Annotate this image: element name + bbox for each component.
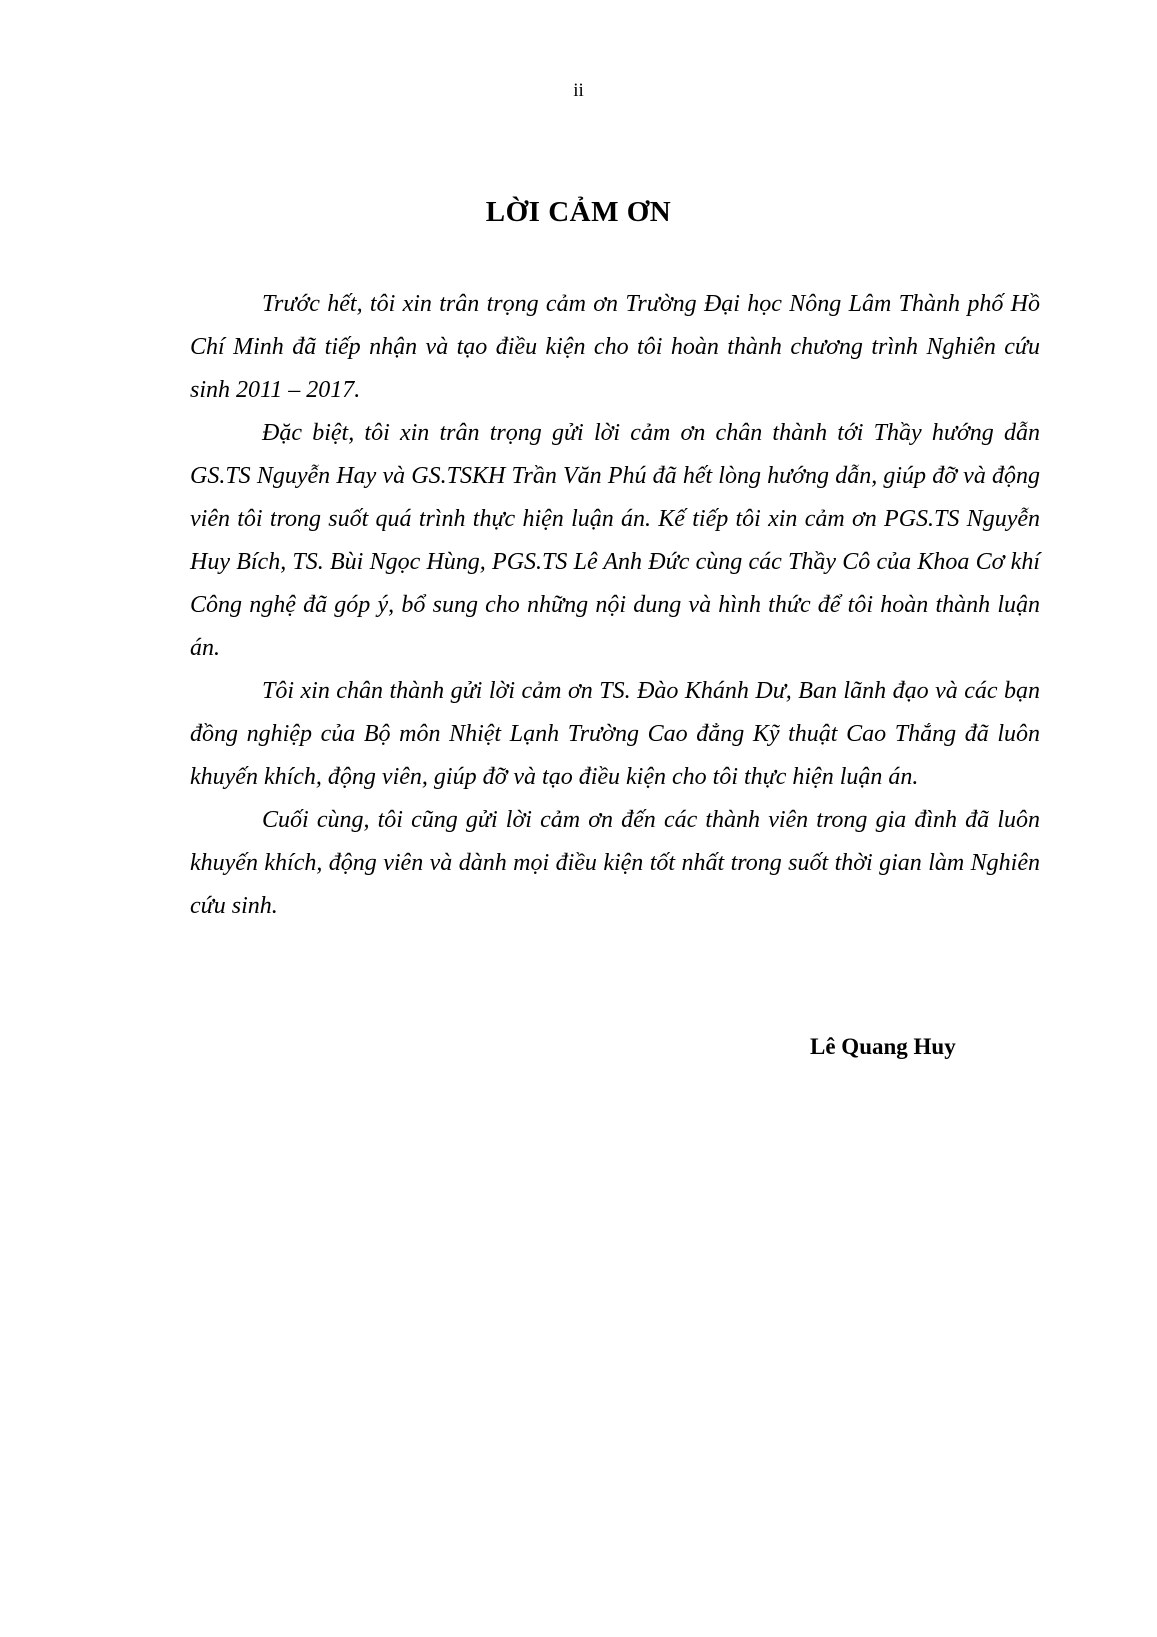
page-title: LỜI CẢM ƠN — [485, 196, 672, 228]
paragraph: Cuối cùng, tôi cũng gửi lời cảm ơn đến các thành viên trong gia đình đã luôn khuyến khích, động viên và dành mọi điều kiện tốt nhất trong suốt thời gian làm Nghiên cứu sinh. — [190, 807, 1040, 919]
paragraph: Tôi xin chân thành gửi lời cảm ơn TS. Đào Khánh Dư, Ban lãnh đạo và các bạn đồng nghiệp của Bộ môn Nhiệt Lạnh Trường Cao đẳng Kỹ thuật Cao Thắng đã luôn khuyến khích, động viên, giúp đỡ và tạo điều kiện cho tôi thực hiện luận án. — [190, 678, 1040, 790]
paragraph: Trước hết, tôi xin trân trọng cảm ơn Trường Đại học Nông Lâm Thành phố Hồ Chí Minh đã tiếp nhận và tạo điều kiện cho tôi hoàn thành chương trình Nghiên cứu sinh 2011 – 2017. — [190, 291, 1040, 403]
acknowledgement-body — [190, 283, 1040, 928]
paragraph: Đặc biệt, tôi xin trân trọng gửi lời cảm ơn chân thành tới Thầy hướng dẫn GS.TS Nguyễn Hay và GS.TSKH Trần Văn Phú đã hết lòng hướng dẫn, giúp đỡ và động viên tôi trong suốt quá trình thực hiện luận án. Kế tiếp tôi xin cảm ơn PGS.TS Nguyễn Huy Bích, TS. Bùi Ngọc Hùng, PGS.TS Lê Anh Đức cùng các Thầy Cô của Khoa Cơ khí Công nghệ đã góp ý, bổ sung cho những nội dung và hình thức để tôi hoàn thành luận án. — [190, 420, 1040, 661]
page-number: ii — [573, 80, 584, 101]
author-signature: Lê Quang Huy — [810, 1034, 956, 1059]
